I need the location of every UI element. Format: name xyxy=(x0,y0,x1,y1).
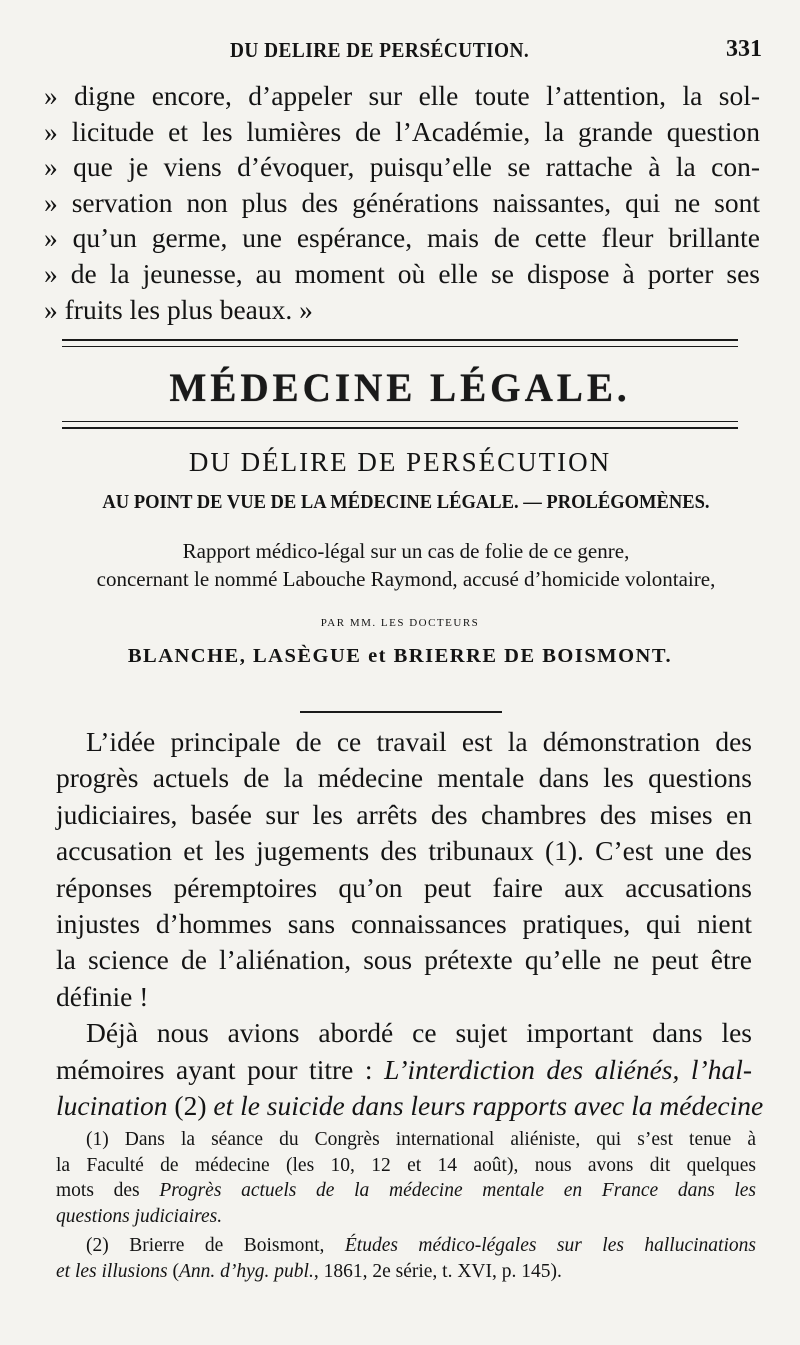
page-number: 331 xyxy=(726,36,762,62)
quote-line: » digne encore, d’appeler sur elle toute l’attention, la sol- xyxy=(44,80,760,111)
italic-title: Études médico-légales sur les hallucinations xyxy=(344,1235,756,1256)
double-rule-bottom xyxy=(62,427,738,429)
quote-line: » licitude et les lumières de l’Académie, la grande question xyxy=(44,115,760,147)
double-rule-top-thin xyxy=(62,346,738,347)
quote-line: » que je viens d’évoquer, puisqu’elle se rattache à la con- xyxy=(44,151,760,183)
double-rule-bottom-thin xyxy=(62,421,738,422)
authors: BLANCHE, LASÈGUE et BRIERRE DE BOISMONT. xyxy=(127,645,673,667)
italic-title: lucination xyxy=(56,1089,168,1121)
running-head-title: DU DELIRE DE PERSÉCUTION. xyxy=(230,38,530,62)
text-run: mots des xyxy=(56,1180,160,1201)
footnote-line xyxy=(56,1178,756,1204)
quotation-block xyxy=(44,78,760,327)
running-head xyxy=(0,38,800,68)
footnote-line xyxy=(56,1233,756,1259)
double-rule-top xyxy=(62,339,738,341)
italic-title: questions judiciaires. xyxy=(56,1205,223,1227)
paragraph-line: L’idée principale de ce travail est la démonstration des xyxy=(86,726,752,757)
footnote-line xyxy=(56,1259,756,1285)
body-text xyxy=(56,724,764,1124)
text-run: (2) xyxy=(167,1089,214,1121)
text-run: ( xyxy=(167,1260,179,1282)
paragraph-line: judiciaires, basée sur les arrêts des chambres des mises en xyxy=(56,798,752,830)
article-title: DU DÉLIRE DE PERSÉCUTION xyxy=(188,447,612,477)
italic-title: et le suicide dans leurs rapports avec la médecine xyxy=(213,1089,764,1121)
footnote-line: (1) Dans la séance du Congrès international aliéniste, qui s’est tenue à xyxy=(86,1129,756,1150)
text-run: (2) Brierre de Boismont, xyxy=(86,1235,345,1256)
italic-title: L’interdiction des aliénés, l’hal- xyxy=(384,1053,753,1085)
paragraph-line xyxy=(56,1088,764,1124)
text-run: , 1861, 2e série, t. XVI, p. 145). xyxy=(313,1260,562,1282)
quote-line: » qu’un germe, une espérance, mais de cette fleur brillante xyxy=(44,222,760,254)
rapport-line: Rapport médico-légal sur un cas de folie de ce genre, xyxy=(182,539,630,563)
separator-rule xyxy=(300,711,502,713)
italic-title: Ann. d’hyg. publ. xyxy=(178,1260,314,1282)
paragraph-line: progrès actuels de la médecine mentale dans les questions xyxy=(56,762,752,794)
italic-title: et les illusions xyxy=(56,1260,168,1282)
rapport-description xyxy=(48,537,764,593)
footnote-line xyxy=(56,1204,756,1230)
quote-line: » servation non plus des générations naissantes, qui ne sont xyxy=(44,186,760,218)
paragraph-line: accusation et les jugements des tribunaux (1). C’est une des xyxy=(56,835,752,867)
authors-intro: PAR MM. LES DOCTEURS xyxy=(320,617,480,629)
paragraph-line xyxy=(56,1052,752,1088)
paragraph-line: la science de l’aliénation, sous prétexte qu’elle ne peut être xyxy=(56,944,752,976)
paragraph-line: réponses péremptoires qu’on peut faire aux accusations xyxy=(56,871,752,903)
paragraph-line: définie ! xyxy=(56,980,149,1012)
quote-line: » de la jeunesse, au moment où elle se dispose à porter ses xyxy=(44,257,760,289)
text-run: mémoires ayant pour titre : xyxy=(56,1053,385,1085)
footnote-line: la Faculté de médecine (les 10, 12 et 14 août), nous avons dit quelques xyxy=(56,1154,756,1176)
italic-title: Progrès actuels de la médecine mentale en France dans les xyxy=(159,1180,757,1201)
article-subtitle: AU POINT DE VUE DE LA MÉDECINE LÉGALE. — PROLÉGOMÈNES. xyxy=(102,492,710,513)
section-heading: MÉDECINE LÉGALE. xyxy=(169,365,631,410)
paragraph-line: Déjà nous avions abordé ce sujet important dans les xyxy=(86,1017,752,1049)
footnotes xyxy=(56,1127,756,1284)
quote-line: » fruits les plus beaux. » xyxy=(44,293,313,325)
paragraph-line: injustes d’hommes sans connaissances pratiques, qui nient xyxy=(56,907,752,939)
rapport-line: concernant le nommé Labouche Raymond, accusé d’homicide volontaire, xyxy=(96,567,716,591)
